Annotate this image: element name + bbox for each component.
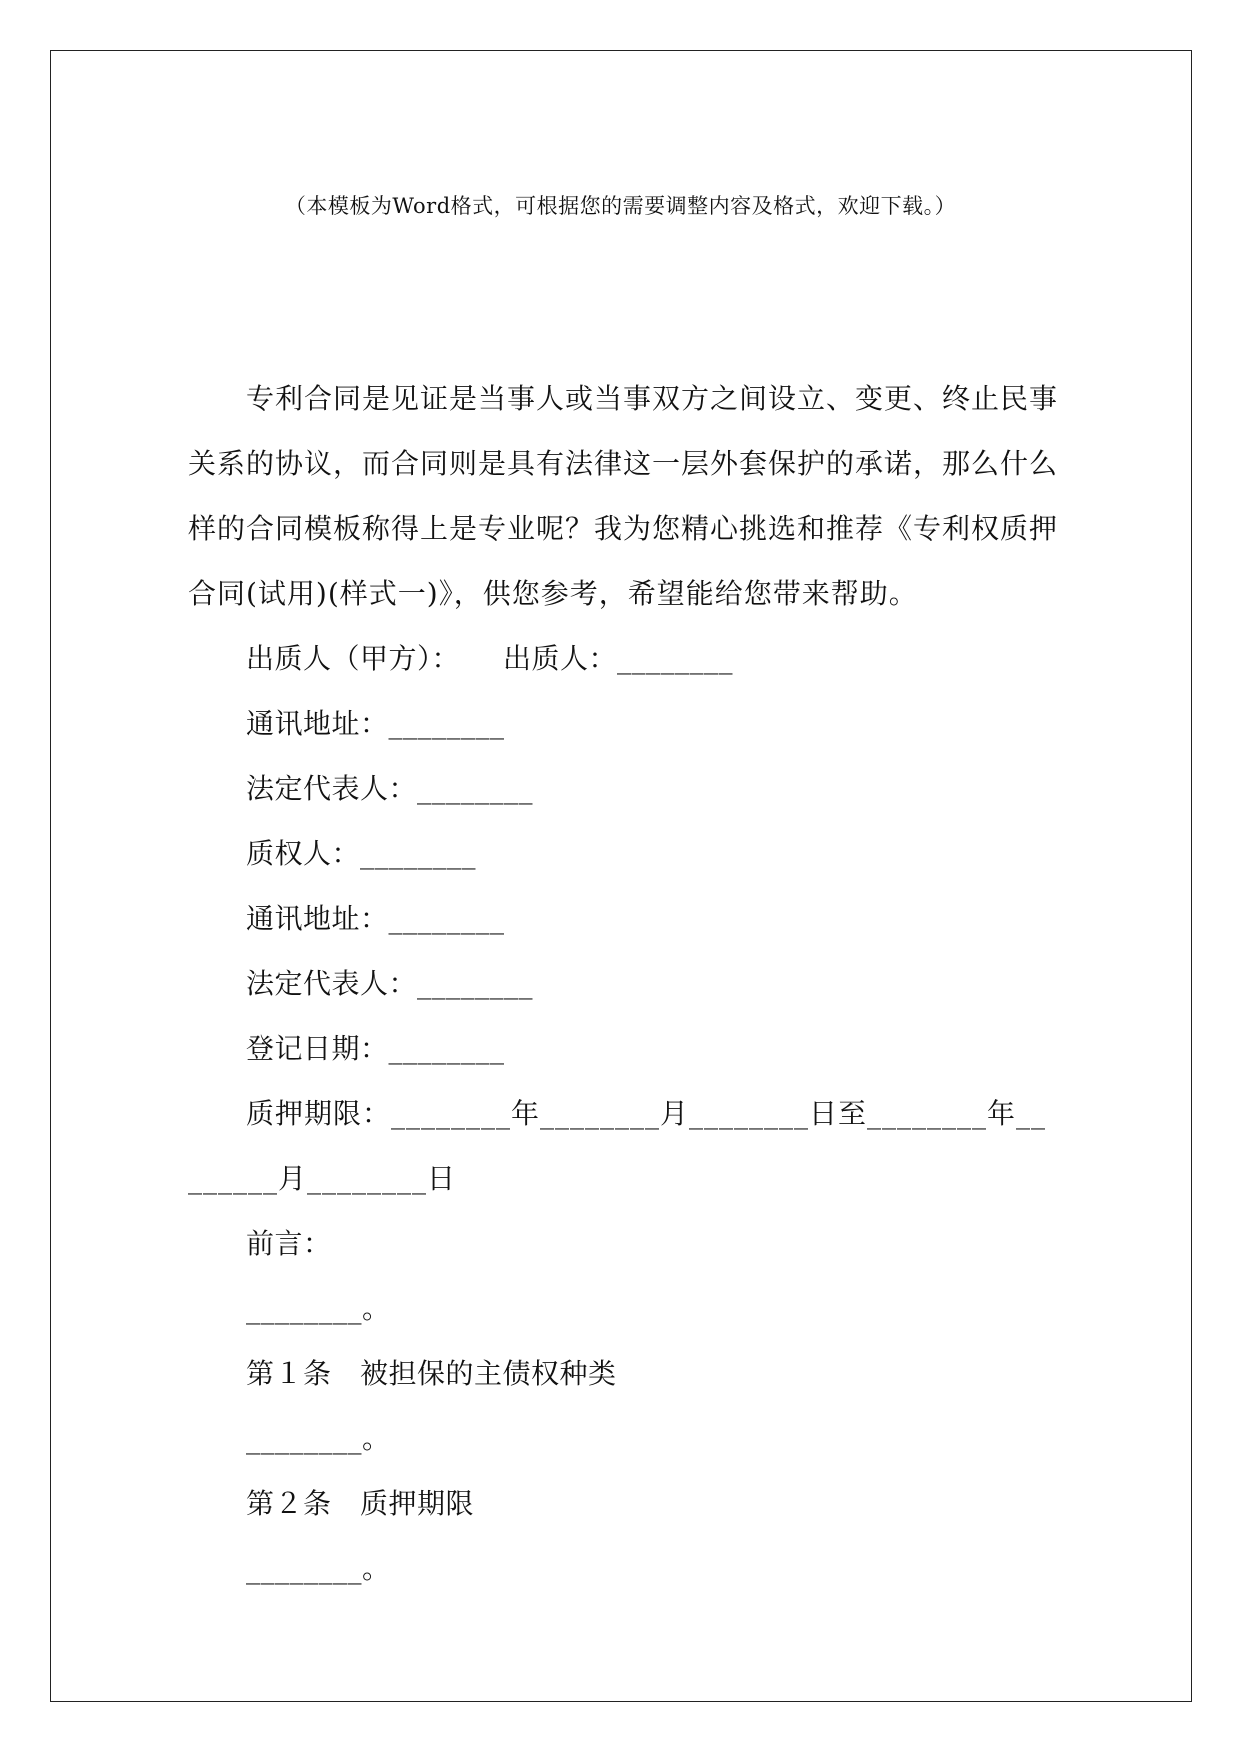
pledgee-representative-line: 法定代表人：________ [246, 967, 534, 1000]
contract-body [188, 366, 1058, 1601]
preface-label: 前言： [246, 1227, 332, 1260]
article-1-blank: ________。 [246, 1422, 391, 1455]
template-note: （本模板为Word格式，可根据您的需要调整内容及格式，欢迎下载。） [284, 194, 957, 218]
preface-blank: ________。 [246, 1292, 391, 1325]
article-1-title: 第１条 被担保的主债权种类 [246, 1357, 617, 1390]
pledgor-address-line: 通讯地址：________ [246, 707, 505, 740]
pledgee-line: 质权人：________ [246, 837, 477, 870]
pledgee-address-line: 通讯地址：________ [246, 902, 505, 935]
pledgor-line: 出质人（甲方）： 出质人：________ [246, 642, 734, 675]
pledge-term-paragraph: 质押期限：________年________月________日至________年________月________日 [188, 1097, 1047, 1195]
registration-date-line: 登记日期：________ [246, 1032, 505, 1065]
intro-paragraph: 专利合同是见证是当事人或当事双方之间设立、变更、终止民事关系的协议，而合同则是具有法律这一层外套保护的承诺，那么什么样的合同模板称得上是专业呢？我为您精心挑选和推荐《专利权质押合同(试用)(样式一)》，供您参考，希望能给您带来帮助。 [188, 382, 1059, 610]
article-2-title: 第２条 质押期限 [246, 1487, 475, 1520]
article-2-blank: ________。 [246, 1552, 391, 1585]
pledgor-representative-line: 法定代表人：________ [246, 772, 534, 805]
